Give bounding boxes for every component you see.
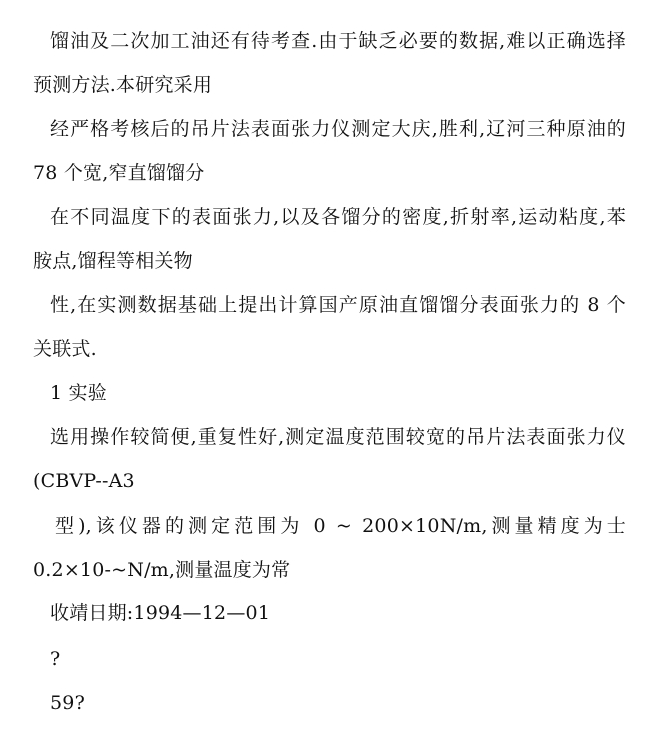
- text-line-11: (CBVP--A3: [33, 470, 135, 492]
- artifact-mark: ?: [50, 648, 61, 670]
- text-line-12: 型),该仪器的测定范围为 0 ~ 200×10N/m,测量精度为士: [55, 515, 626, 537]
- section-heading: 1 实验: [50, 382, 107, 404]
- text-line-3: 经严格考核后的吊片法表面张力仪测定大庆,胜利,辽河三种原油的: [50, 118, 626, 140]
- text-line-1: 馏油及二次加工油还有待考查.由于缺乏必要的数据,难以正确选择: [50, 30, 626, 52]
- page-number: 59?: [50, 692, 85, 714]
- text-line-4: 78 个宽,窄直馏馏分: [33, 162, 205, 184]
- text-line-2: 预测方法.本研究采用: [33, 74, 213, 96]
- text-line-8: 关联式.: [33, 338, 97, 360]
- text-line-10: 选用操作较简便,重复性好,测定温度范围较宽的吊片法表面张力仪: [50, 426, 626, 448]
- text-line-13: 0.2×10-~N/m,测量温度为常: [33, 559, 291, 581]
- received-date: 收靖日期:1994—12—01: [50, 602, 271, 624]
- text-line-7: 性,在实测数据基础上提出计算国产原油直馏馏分表面张力的 8 个: [50, 294, 626, 316]
- text-line-5: 在不同温度下的表面张力,以及各馏分的密度,折射率,运动粘度,苯: [50, 206, 626, 228]
- text-line-6: 胺点,馏程等相关物: [33, 250, 193, 272]
